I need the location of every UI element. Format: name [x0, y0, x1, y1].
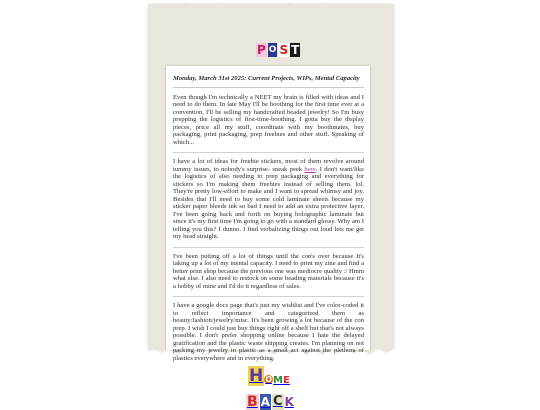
home-button[interactable]	[248, 362, 294, 386]
back-button[interactable]	[246, 394, 296, 410]
post-paragraph-2-start: I have a lot of ideas for freebie stickers, most of them revolve around tummy issues, to nobody's surprise- sneak peek	[173, 158, 364, 173]
divider	[173, 296, 364, 297]
sneak-peek-link[interactable]: here	[304, 165, 316, 173]
blog-post-card	[166, 66, 370, 362]
torn-edge-top	[148, 0, 394, 40]
post-paragraph-3: I've been putting off a lot of things until the con's over because It's taking up a lot of my mental capacity. I need to print my zine and find a better print shop because the previous one was mediocre quality :/ Hmm what else. I also need to restock on some beading materials because it's a hobby of mine and I'd do it regardless of sales.	[173, 252, 364, 290]
post-paragraph-2-end: . I don't want/like the logistics of also needing to prep packaging and everything for stickers so I'm making them freebies instead of selling them. lol. They're pretty low-effort to make and I want to spread whimsy and joy. Besides that I'll need to buy some cold laminate sheets because my sticker paper bleeds ink so bad I need to add an extra protective layer. I've been going back and forth on buying holographic laminate but since it's my first time I'm going to go with a standard glossy. Why am I telling you this? I dunno. I find verbalizing things out loud lets me get my head straight.	[173, 165, 364, 240]
logo-letter-t: T	[291, 43, 300, 57]
logo-letter-p: P	[257, 43, 266, 57]
logo-letter-s: S	[279, 43, 289, 57]
post-paragraph-1: Even though I'm technically a NEET my brain is filled with ideas and I need to do them. In late May I'll be boothing for the first time ever at a convention, I'll be selling my handcrafted beaded jewelry! So I'm busy prepping the logistics of first-time-boothing. I gotta buy the display pieces, price all my stuff, coordinate with my boothmates, buy packaging, print packaging, prep freebies and other stuff. Speaking of which...	[173, 93, 364, 146]
logo-letter-o: O	[268, 45, 277, 55]
back-letter-2: A	[260, 395, 270, 409]
back-letter-1: B	[247, 394, 258, 410]
post-paragraph-2	[173, 158, 364, 241]
home-letter-m: M	[273, 375, 283, 386]
divider	[173, 247, 364, 248]
back-letter-4: K	[284, 395, 294, 409]
back-letter-3: C	[272, 394, 283, 409]
post-logo	[256, 40, 300, 60]
home-letter-e: E	[283, 375, 290, 386]
post-paragraph-4: I have a google docs page that's just my wishlist and I've color-coded it to reflect importance and categorized them as beauty/fashion/jewelry/misc. It's been growing a lot because of the con prep. I wish I could just buy things right off a shelf but that's not always possible. I don't prefer shopping online because I hate the delayed gratification and the plastic waste shipping creates. I'm planning on not packing my jewelry in plastic as a small act against the plethora of plastics everywhere and in everything.	[173, 302, 364, 362]
home-letter-h: H	[249, 366, 264, 386]
home-letter-o: O	[265, 375, 273, 384]
divider	[173, 152, 364, 153]
post-title: Monday, March 31st 2025: Current Projects, WIPs, Mental Capacity	[173, 75, 364, 88]
